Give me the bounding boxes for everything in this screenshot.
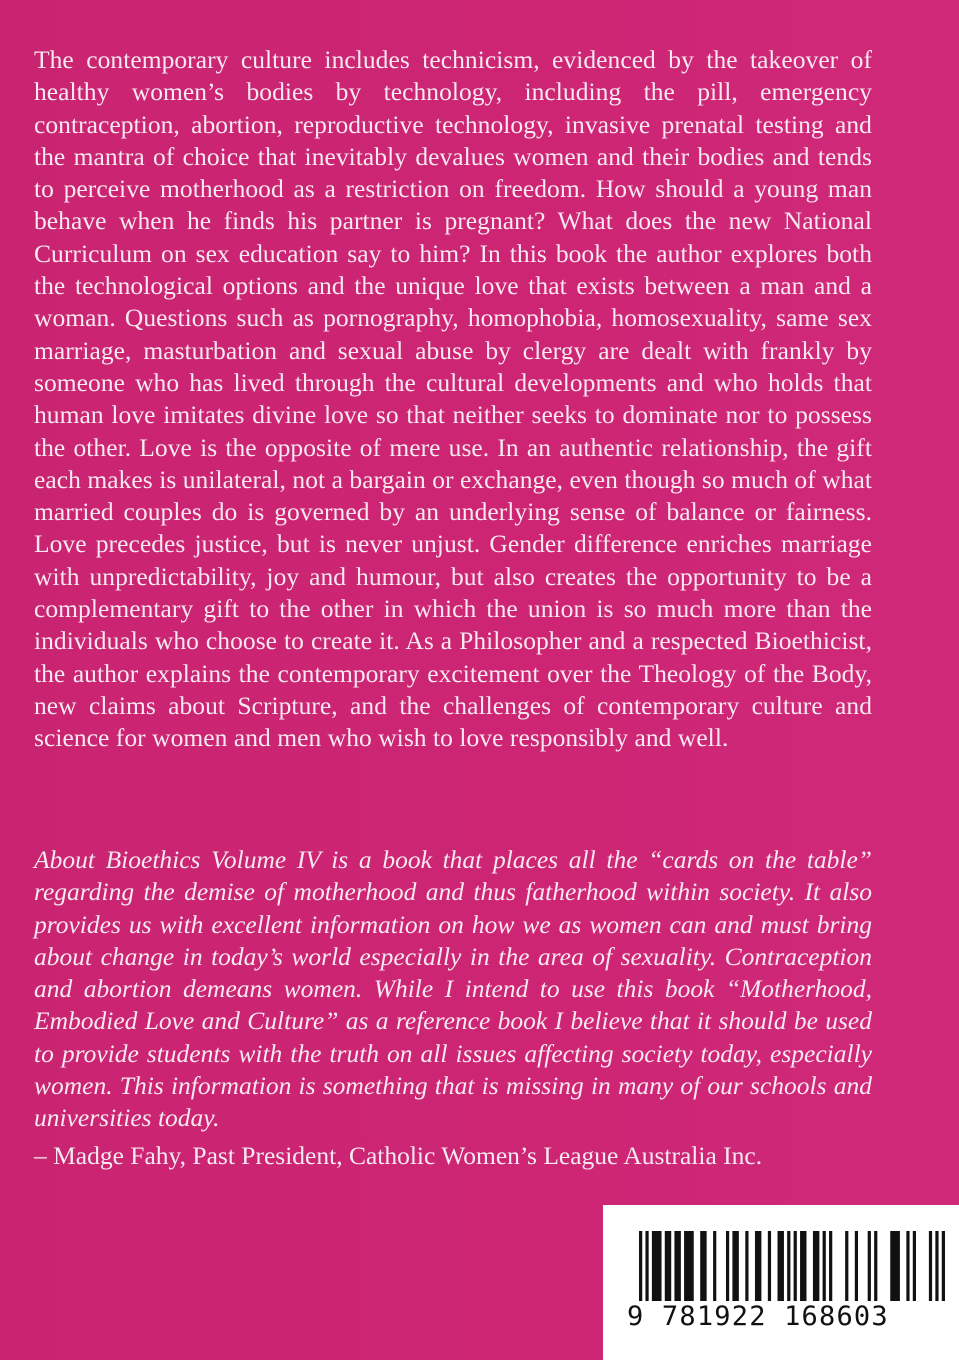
barcode-bar — [906, 1231, 909, 1301]
barcode-bar — [787, 1231, 790, 1301]
barcode-bar — [755, 1231, 761, 1301]
barcode-bar — [732, 1231, 738, 1301]
endorsement-quote: About Bioethics Volume IV is a book that places all the “cards on the table” regarding the demise of motherhood and thus fatherhood within society. It also provides us with excellent information on how we as women can and must bring about change in today’s world especially in the area of sexuality. Contraception and abortion demeans women. While I intend to use this book “Motherhood, Embodied Love and Culture” as a reference book I believe that it should be used to provide students with the truth on all issues affecting society today, especially women. This information is something that is missing in many of our schools and universities today. — [34, 845, 872, 1133]
barcode-bar — [935, 1231, 938, 1301]
barcode-bar — [778, 1231, 784, 1301]
barcode-bar — [868, 1231, 871, 1301]
isbn-number: 9 781922 168603 — [627, 1301, 889, 1332]
barcode-bar — [713, 1231, 716, 1301]
barcode-bar — [674, 1231, 680, 1301]
barcode-bar — [874, 1231, 877, 1301]
barcode-bar — [823, 1231, 826, 1301]
barcode-panel — [603, 1205, 959, 1360]
barcode-bar — [652, 1231, 662, 1301]
barcode-bar — [645, 1231, 648, 1301]
barcode-bar — [942, 1231, 945, 1301]
barcode-bar — [829, 1231, 832, 1301]
barcode-bar — [845, 1231, 848, 1301]
barcode-bar — [913, 1231, 916, 1301]
barcode-bar — [700, 1231, 706, 1301]
isbn-barcode — [639, 1231, 945, 1301]
barcode-bar — [768, 1231, 771, 1301]
barcode-bar — [684, 1231, 694, 1301]
endorsement-attribution: – Madge Fahy, Past President, Catholic Women’s League Australia Inc. — [34, 1141, 763, 1170]
barcode-bar — [745, 1231, 748, 1301]
barcode-bar — [890, 1231, 900, 1301]
barcode-bar — [794, 1231, 797, 1301]
barcode-bar — [726, 1231, 729, 1301]
barcode-bar — [800, 1231, 806, 1301]
barcode-bar — [929, 1231, 932, 1301]
barcode-bar — [855, 1231, 858, 1301]
barcode-bar — [639, 1231, 642, 1301]
book-description: The contemporary culture includes technicism, evidenced by the takeover of healthy women’s bodies by technology, including the pill, emergency contraception, abortion, reproductive technology, invasive prenatal testing and the mantra of choice that inevitably devalues women and their bodies and tends to perceive motherhood as a restriction on freedom. How should a young man behave when he finds his partner is pregnant? What does the new National Curriculum on sex education say to him? In this book the author explores both the technological options and the unique love that exists between a man and a woman. Questions such as pornography, homophobia, homosexuality, same sex marriage, masturbation and sexual abuse by clergy are dealt with frankly by someone who has lived through the cultural developments and who holds that human love imitates divine love so that neither seeks to dominate nor to possess the other. Love is the opposite of mere use. In an authentic relationship, the gift each makes is unilateral, not a bargain or exchange, even though so much of what married couples do is governed by an underlying sense of balance or fairness. Love precedes justice, but is never unjust. Gender difference enriches marriage with unpredictability, joy and humour, but also creates the opportunity to be a complementary gift to the other in which the union is so much more than the individuals who choose to create it. As a Philosopher and a respected Bioethicist, the author explains the contemporary excitement over the Theology of the Body, new claims about Scripture, and the challenges of contemporary culture and science for women and men who wish to love responsibly and well. — [34, 45, 872, 753]
barcode-bar — [665, 1231, 671, 1301]
barcode-bar — [813, 1231, 819, 1301]
